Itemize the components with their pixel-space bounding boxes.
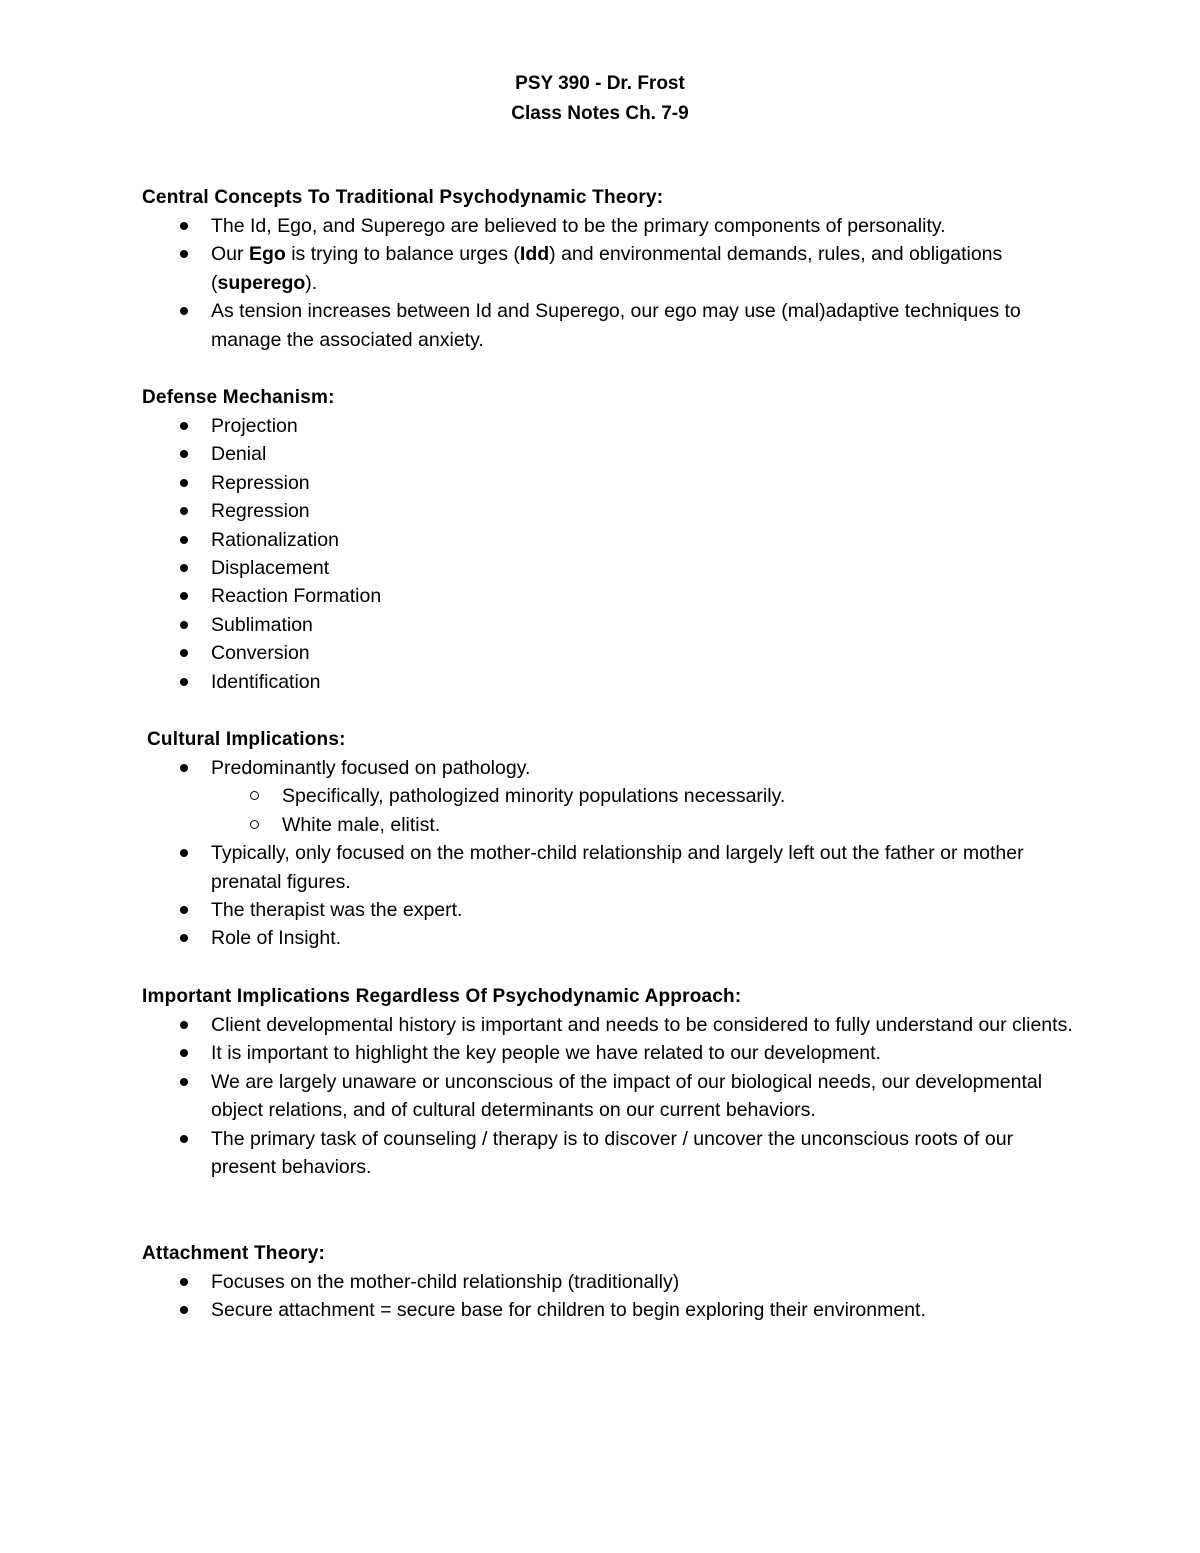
section-heading: Cultural Implications: [147,729,346,750]
section-central-concepts [142,184,1082,354]
sub-list-item [142,811,1087,839]
list-item-text: Displacement [211,557,330,580]
list-item [142,1011,1082,1039]
bullet-icon [180,1306,188,1314]
list-item-text: Typically, only focused on the mother-child relationship and largely left out the father or mother prenatal figures. [211,842,1024,893]
list-item-text: Conversion [211,642,310,665]
bullet-list [142,212,1082,354]
list-item [142,924,1087,952]
list-item [142,412,1082,440]
list-item [142,1125,1082,1182]
section-important-implications [142,983,1082,1181]
list-item-text: Rationalization [211,528,339,551]
section-defense-mechanism [142,384,1082,696]
list-item [142,1268,1082,1296]
sub-list-item [142,782,1087,810]
bullet-icon [180,934,188,942]
list-item [142,611,1082,639]
bullet-icon [180,222,188,230]
section-heading: Central Concepts To Traditional Psychodynamic Theory: [142,187,664,208]
bullet-icon [180,564,188,572]
list-item [142,1068,1082,1125]
list-item [142,639,1082,667]
list-item-text: Focuses on the mother-child relationship (traditionally) [211,1271,680,1293]
bullet-icon [180,1078,188,1086]
list-item [142,668,1082,696]
list-item-text-pre: Our [211,243,249,266]
section-heading: Defense Mechanism: [142,387,335,408]
document-title: PSY 390 - Dr. Frost [515,73,685,94]
document-subtitle: Class Notes Ch. 7-9 [511,103,689,124]
bullet-icon [180,1021,188,1029]
bullet-icon [180,621,188,629]
bullet-icon [180,592,188,600]
bullet-icon [180,649,188,657]
list-item-text: Identification [211,670,321,693]
list-item-text-mid: ) and environmental demands, rules, and obligations ( [211,243,1003,294]
bullet-list [142,839,1087,953]
sub-bullet-list [142,782,1087,839]
section-heading: Important Implications Regardless Of Psychodynamic Approach: [142,986,742,1007]
bullet-icon [180,1135,188,1143]
list-item [142,497,1082,525]
list-item-text: White male, elitist. [282,813,441,836]
section-attachment-theory [142,1240,1082,1325]
list-item [142,896,1087,924]
bullet-icon [180,906,188,914]
list-item-text: We are largely unaware or unconscious of the impact of our biological needs, our developmental object relations, and of cultural determinants on our current behaviors. [211,1070,1043,1122]
list-item-text: Client developmental history is important and needs to be considered to fully understand our clients. [211,1014,1073,1036]
bullet-icon [180,849,188,857]
bullet-list [142,412,1082,696]
list-item [142,297,1082,354]
list-item-text: Predominantly focused on pathology. [211,757,531,779]
bold-term-id: Idd [519,243,550,266]
list-item-text: Projection [211,415,298,437]
list-item-text-mid: is trying to balance urges ( [285,243,520,266]
bullet-icon [180,250,188,258]
list-item-text: The therapist was the expert. [211,899,463,922]
bullet-icon [180,1278,188,1286]
list-item-text: Regression [211,500,310,523]
bullet-icon [180,422,188,430]
list-item-text: The Id, Ego, and Superego are believed to be the primary components of personality. [211,215,946,237]
hollow-bullet-icon [250,791,259,800]
section-cultural-implications [147,726,1087,953]
list-item-text: Role of Insight. [211,927,342,950]
list-item [142,1296,1082,1324]
list-item [142,440,1082,468]
bullet-icon [180,678,188,686]
list-item-text: Repression [211,471,310,494]
bold-term-ego: Ego [248,243,286,266]
bullet-list [142,754,1087,782]
bullet-icon [180,536,188,544]
list-item [142,554,1082,582]
list-item-text-post: ). [305,271,318,294]
list-item-text: Sublimation [211,613,313,636]
bullet-icon [180,507,188,515]
bullet-list [142,1011,1082,1181]
list-item-text: The primary task of counseling / therapy is to discover / uncover the unconscious roots of our present behaviors. [211,1127,1014,1179]
list-item-text: Specifically, pathologized minority populations necessarily. [282,785,786,808]
list-item [142,1039,1082,1067]
bullet-icon [180,1049,188,1057]
section-heading: Attachment Theory: [142,1243,326,1264]
list-item-text: Reaction Formation [211,585,382,608]
list-item-text: It is important to highlight the key people we have related to our development. [211,1042,881,1065]
bold-term-superego: superego [217,271,306,294]
bullet-icon [180,450,188,458]
list-item [142,582,1082,610]
list-item [142,526,1082,554]
bullet-icon [180,764,188,772]
list-item [142,839,1087,896]
bullet-icon [180,307,188,315]
list-item-text: As tension increases between Id and Superego, our ego may use (mal)adaptive techniques to manage the associated anxiety. [211,300,1021,351]
list-item [142,469,1082,497]
bullet-icon [180,479,188,487]
bullet-list [142,1268,1082,1325]
list-item [142,212,1082,240]
hollow-bullet-icon [250,820,259,829]
list-item [142,240,1082,297]
list-item-text: Secure attachment = secure base for children to begin exploring their environment. [211,1299,926,1322]
list-item-text: Denial [211,443,267,466]
list-item [142,754,1087,782]
